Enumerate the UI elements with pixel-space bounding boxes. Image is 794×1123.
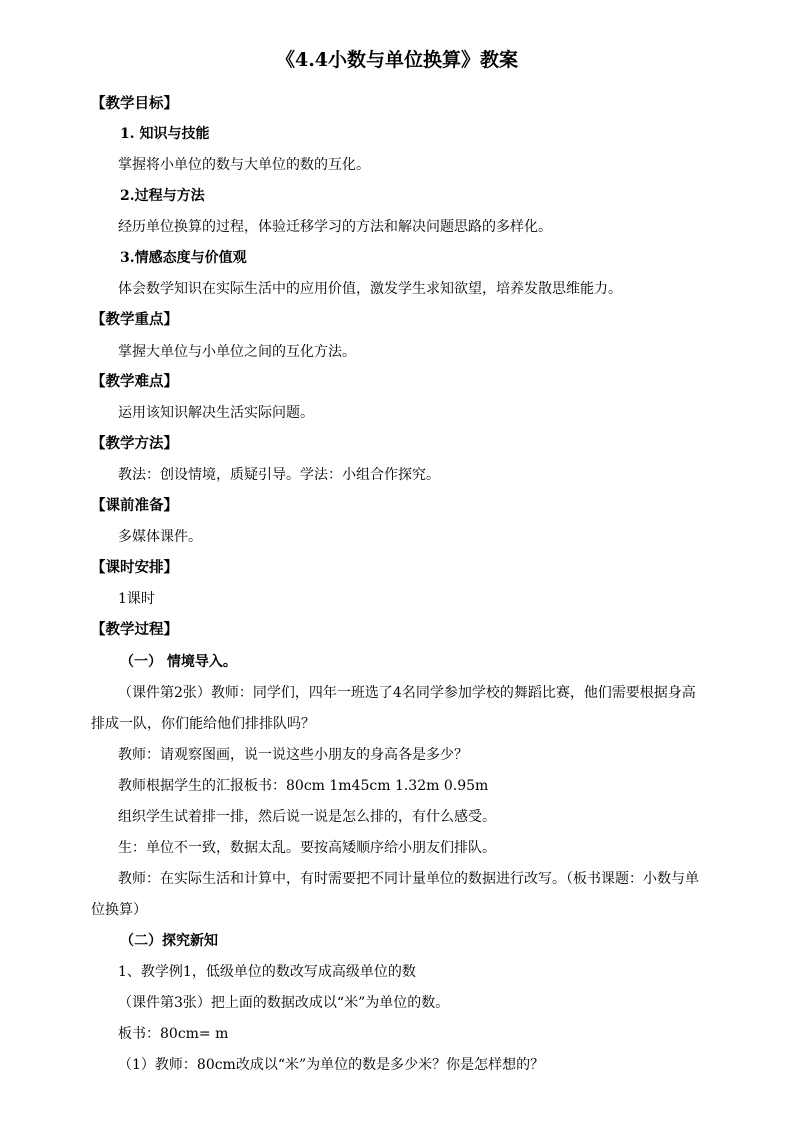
document-title: 《4.4小数与单位换算》教案 xyxy=(275,49,519,71)
body-text: 生：单位不一致，数据太乱。要按高矮顺序给小朋友们排队。 xyxy=(118,840,496,856)
body-text: 位换算） xyxy=(91,902,147,918)
body-text: 掌握将小单位的数与大单位的数的互化。 xyxy=(118,157,370,173)
body-text: 组织学生试着排一排，然后说一说是怎么排的，有什么感受。 xyxy=(118,809,496,825)
section-heading: 【课前准备】 xyxy=(91,497,178,514)
subsection-heading: 1. 知识与技能 xyxy=(120,126,210,142)
body-text: 教师：请观察图画，说一说这些小朋友的身高各是多少？ xyxy=(118,747,468,763)
body-text: 教师：在实际生活和计算中，有时需要把不同计量单位的数据进行改写。（板书课题：小数与单 xyxy=(118,871,699,887)
subsection-heading: （一） 情境导入。 xyxy=(120,654,237,670)
body-text: 运用该知识解决生活实际问题。 xyxy=(118,405,314,421)
subsection-heading: 2.过程与方法 xyxy=(120,188,205,204)
body-text: （课件第3张）把上面的数据改成以“米”为单位的数。 xyxy=(118,995,450,1011)
body-text: 1、教学例1，低级单位的数改写成高级单位的数 xyxy=(118,964,416,980)
subsection-heading: （二）探究新知 xyxy=(120,933,218,949)
body-text: （课件第2张）教师：同学们，四年一班选了4名同学参加学校的舞蹈比赛，他们需要根据身高 xyxy=(118,685,696,701)
body-text: 经历单位换算的过程，体验迁移学习的方法和解决问题思路的多样化。 xyxy=(118,219,552,235)
section-heading: 【教学方法】 xyxy=(91,435,178,452)
section-heading: 【教学过程】 xyxy=(91,621,178,638)
body-text: 1课时 xyxy=(118,591,155,607)
subsection-heading: 3.情感态度与价值观 xyxy=(120,250,247,266)
body-text: 排成一队，你们能给他们排排队吗？ xyxy=(91,716,315,732)
section-heading: 【教学目标】 xyxy=(91,95,178,112)
body-text: 板书：80cm= m xyxy=(118,1026,229,1042)
section-heading: 【课时安排】 xyxy=(91,559,178,576)
section-heading: 【教学重点】 xyxy=(91,311,178,328)
body-text: 多媒体课件。 xyxy=(118,529,202,545)
body-text: 掌握大单位与小单位之间的互化方法。 xyxy=(118,344,356,360)
body-text: 体会数学知识在实际生活中的应用价值，激发学生求知欲望，培养发散思维能力。 xyxy=(118,281,622,297)
body-text: 教法：创设情境，质疑引导。学法：小组合作探究。 xyxy=(118,467,440,483)
body-text: （1）教师：80cm改成以“米”为单位的数是多少米？你是怎样想的？ xyxy=(118,1057,545,1073)
section-heading: 【教学难点】 xyxy=(91,373,178,390)
body-text: 教师根据学生的汇报板书：80cm 1m45cm 1.32m 0.95m xyxy=(118,778,489,794)
